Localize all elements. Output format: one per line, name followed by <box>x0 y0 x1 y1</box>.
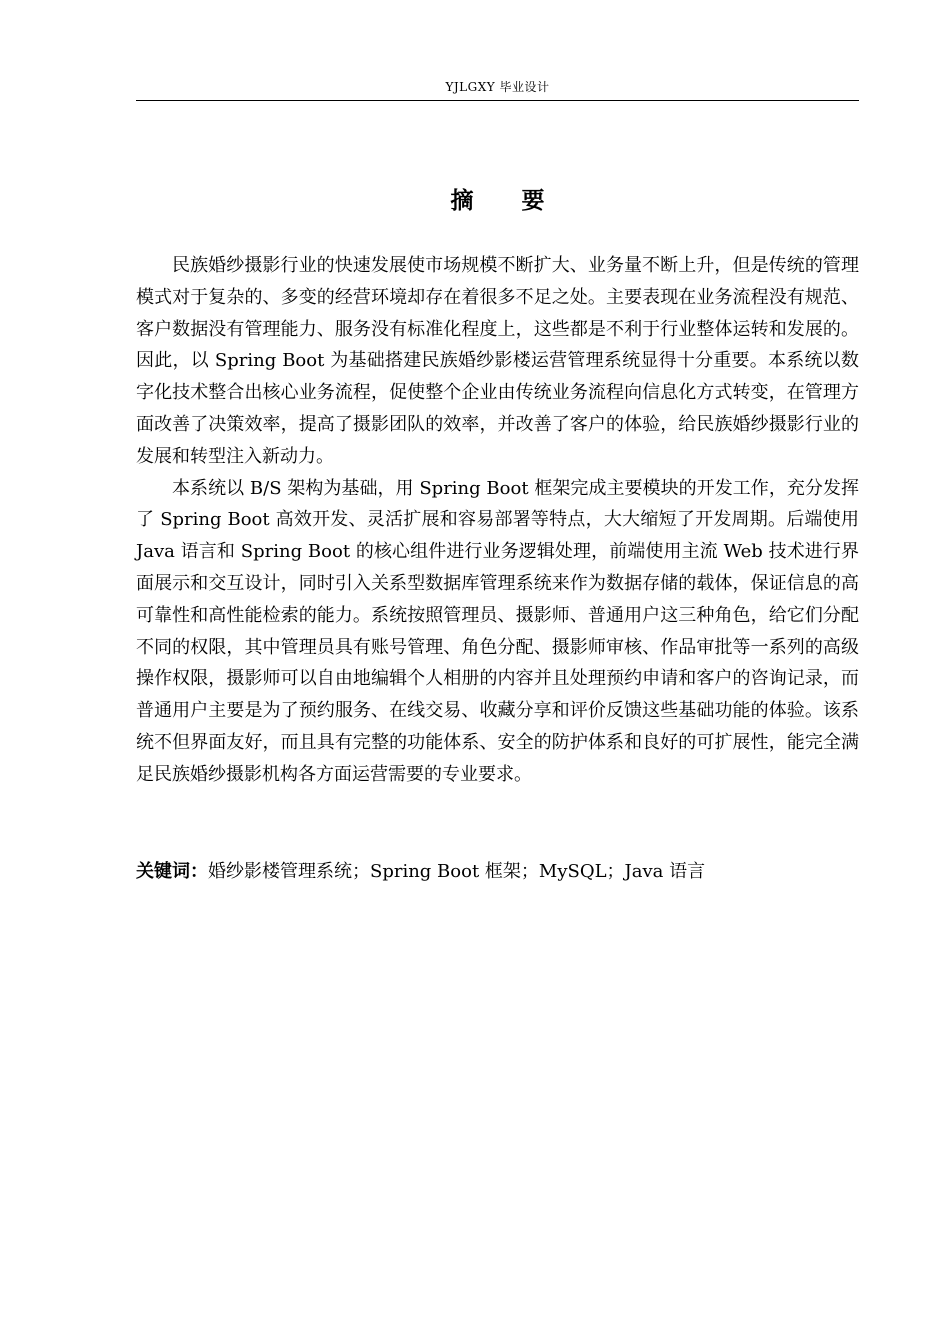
abstract-paragraph-2: 本系统以 B/S 架构为基础，用 Spring Boot 框架完成主要模块的开发工作，充分发挥了 Spring Boot 高效开发、灵活扩展和容易部署等特点，大大缩短了开发周期。后端使用 Java 语言和 Spring Boot 的核心组件进行业务逻辑处理，前端使用主流 Web 技术进行界面展示和交互设计，同时引入关系型数据库管理系统来作为数据存储的载体，保证信息的高可靠性和高性能检索的能力。系统按照管理员、摄影师、普通用户这三种角色，给它们分配不同的权限，其中管理员具有账号管理、角色分配、摄影师审核、作品审批等一系列的高级操作权限，摄影师可以自由地编辑个人相册的内容并且处理预约申请和客户的咨询记录，而普通用户主要是为了预约服务、在线交易、收藏分享和评价反馈这些基础功能的体验。该系统不但界面友好，而且具有完整的功能体系、安全的防护体系和良好的可扩展性，能完全满足民族婚纱摄影机构各方面运营需要的专业要求。 <box>136 477 859 785</box>
header-divider <box>136 100 859 101</box>
keywords-text: 婚纱影楼管理系统；Spring Boot 框架；MySQL；Java 语言 <box>208 861 706 882</box>
abstract-title: 摘 要 <box>450 188 565 214</box>
abstract-paragraph-1: 民族婚纱摄影行业的快速发展使市场规模不断扩大、业务量不断上升，但是传统的管理模式对于复杂的、多变的经营环境却存在着很多不足之处。主要表现在业务流程没有规范、客户数据没有管理能力、服务没有标准化程度上，这些都是不利于行业整体运转和发展的。因此，以 Spring Boot 为基础搭建民族婚纱影楼运营管理系统显得十分重要。本系统以数字化技术整合出核心业务流程，促使整个企业由传统业务流程向信息化方式转变，在管理方面改善了决策效率，提高了摄影团队的效率，并改善了客户的体验，给民族婚纱摄影行业的发展和转型注入新动力。 <box>136 255 859 467</box>
page-header: YJLGXY 毕业设计 <box>445 80 550 94</box>
keywords-line <box>136 856 859 888</box>
abstract-body <box>136 250 859 791</box>
keywords-label: 关键词： <box>136 861 208 882</box>
